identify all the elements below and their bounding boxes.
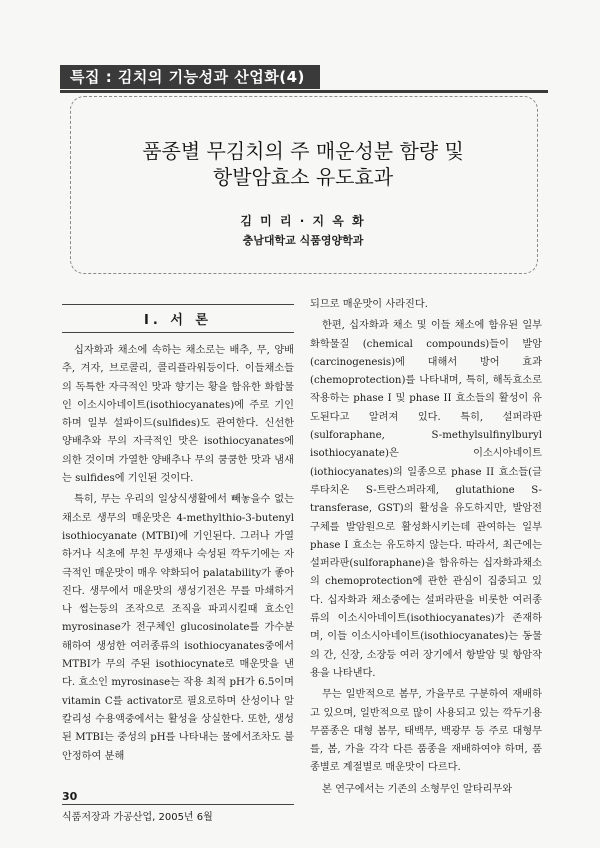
authors: 김 미 리 · 지 옥 화 — [240, 214, 366, 228]
paragraph: 십자화과 채소에 속하는 채소로는 배추, 무, 양배추, 겨자, 브로콜리, 콜리플라워등이다. 이들채소들의 독특한 자극적인 맛과 향기는 황을 함유한 화합물인 이소시아네이트(isothiocyanates)에 주로 기인하며 일부 설파이드(sulfides)도 관여한다. 신선한 양배추와 무의 자극적인 맛은 isothiocyanates에 의한 것이며 가열한 양배추나 무의 쿰쿰한 맛과 냄새는 sulfides에 기인된 것이다. — [62, 345, 294, 485]
article-title — [70, 138, 536, 190]
paragraph: 본 연구에서는 기존의 소형무인 알타리무와 — [322, 783, 513, 795]
affiliation: 충남대학교 식품영양학과 — [242, 234, 364, 247]
paragraph: 되므로 매운맛이 사라진다. — [310, 299, 428, 310]
journal-citation: 식품저장과 가공산업, 2005년 6월 — [62, 812, 213, 823]
paragraph: 무는 일반적으로 봄무, 가을무로 구분하여 재배하고 있으며, 일반적으로 많이 사용되고 있는 깍두기용 무품종은 대형 봄무, 태백무, 백광무 등 주로 대형무를, 봄, 가을 각각 다른 품종을 재배하여야 하며, 품종별로 계절별로 매운맛이 다르다. — [310, 689, 542, 774]
page-number: 30 — [62, 790, 78, 803]
right-column — [310, 296, 542, 802]
title-line-2: 항발암효소 유도효과 — [212, 165, 394, 189]
footer-rule — [62, 804, 294, 805]
banner-rule — [60, 90, 548, 93]
paragraph: 한편, 십자화과 채소 및 이들 채소에 함유된 일부 화학물질 (chemical compounds)들이 발암(carcinogenesis)에 대해서 방어 효과(chemoprotection)를 나타내며, 특히, 해독효소로 작용하는 phase I 및 phase II 효소들의 활성이 유도된다고 알려져 있다. 특히, 설퍼라판(sulforaphane, S-methylsulfinylburyl isothiocyanate)은 이소시아네이트 (iothiocyanates)의 일종으로 phase II 효소들(글루타치온 S-트란스퍼라제, glutathione S-transferase, GST)의 활성을 유도하지만, 발암전구체를 발암원으로 활성화시키는데 관여하는 일부 phase I 효소는 유도하지 않는다. 따라서, 최근에는 설퍼라판(sulforaphane)을 함유하는 십자화과채소의 chemoprotection에 관한 관심이 집중되고 있다. 십자화과 채소중에는 설퍼라판을 비롯한 여러종류의 이소시아네이트(isothiocyanates)가 존재하며, 이들 이소시아네이트(isothiocyanates)는 동물의 간, 신장, 소장등 여러 장기에서 항발암 및 항암작용을 나타낸다. — [310, 320, 542, 679]
title-line-1: 품종별 무김치의 주 매운성분 함량 및 — [142, 139, 464, 163]
left-column — [62, 342, 294, 769]
paragraph: 특히, 무는 우리의 일상식생활에서 빼놓을수 없는 채소로 생무의 매운맛은 4-methylthio-3-butenyl isothiocyanate (MTBI)에 기인된다. 그러나 가열하거나 식초에 무친 무생채나 숙성된 깍두기에는 자극적인 매운맛이 매우 약화되어 palatability가 좋아진다. 생무에서 매운맛의 생성기전은 무를 마쇄하거나 썹는등의 조작으로 조직을 파괴시킬때 효소인 myrosinase가 전구체인 glucosinolate를 가수분해하여 생성한 여러종류의 isothiocyanates중에서 MTBI가 무의 주된 isothiocynate로 매운맛을 낸다. 효소인 myrosinase는 작용 최적 pH가 6.5이며 vitamin C를 activator로 필요로하며 산성이나 알칼리성 수용액중에서는 활성을 상실한다. 또한, 생성된 MTBI는 중성의 pH를 나타내는 물에서조차도 불안정하여 분해 — [62, 494, 294, 762]
special-issue-banner: 특집 : 김치의 기능성과 산업화(4) — [60, 65, 320, 89]
section-heading: I. 서 론 — [62, 304, 294, 333]
